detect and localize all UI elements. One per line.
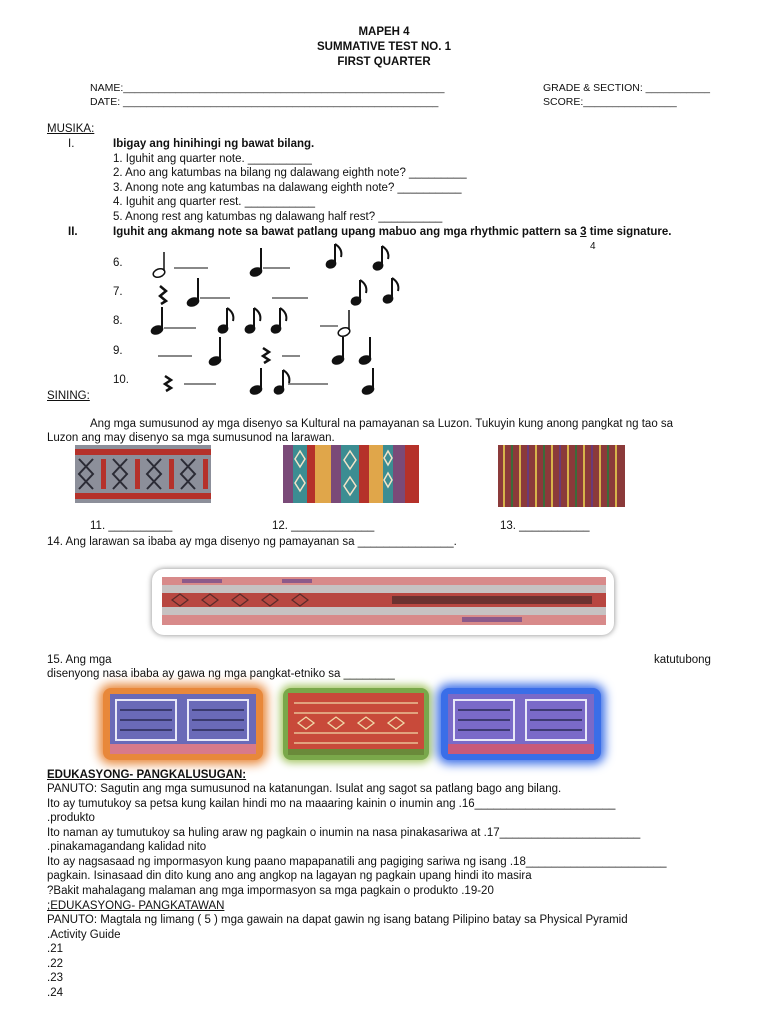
question-15-end: disenyong nasa ibaba ay gawa ng mga pangkat-etniko sa ________ [47, 668, 395, 680]
health-line-19-20: ?Bakit mahalagang malaman ang mga impormasyon sa mga pagkain o produkto .19-20 [47, 885, 494, 897]
question-4: 4. Iguhit ang quarter rest. ___________ [113, 196, 316, 208]
pe-activity-guide: .Activity Guide [47, 929, 121, 941]
musika-heading: MUSIKA: [47, 123, 95, 135]
score-field[interactable]: SCORE:________________ [543, 96, 677, 108]
pe-heading: ;EDUKASYONG- PANGKATAWAN [47, 900, 225, 912]
row6-notes [152, 244, 388, 279]
rhythm-item-7: 7. [113, 286, 123, 298]
time-signature-bottom: 4 [590, 241, 596, 252]
rhythm-item-6: 6. [113, 257, 123, 269]
name-field[interactable]: NAME:_______________________________________________________ [90, 82, 445, 94]
pe-instructions: PANUTO: Magtala ng limang ( 5 ) mga gawain na dapat gawin ng isang batang Pilipino batay sa Physical Pyramid [47, 914, 628, 926]
sining-intro-line2: Luzon ang may disenyo sa mga sumusunod na larawan. [47, 432, 335, 444]
luzon-fabric-design-2 [283, 445, 419, 503]
date-field[interactable]: DATE: ______________________________________________________ [90, 96, 439, 108]
health-line-16: Ito ay tumutukoy sa petsa kung kailan hindi mo na maaaring kainin o inumin ang .16______________________ [47, 798, 616, 810]
ethnic-design-2 [288, 693, 424, 755]
question-3: 3. Anong note ang katumbas na dalawang eighth note? __________ [113, 182, 462, 194]
part2-instruction: Iguhit ang akmang note sa bawat patlang upang mabuo ang mga rhythmic pattern sa 3 time signature. [113, 226, 672, 238]
row8-notes [150, 307, 351, 338]
pe-item-23: .23 [47, 972, 63, 984]
sining-heading: SINING: [47, 390, 90, 402]
question-15-word: katutubong [654, 654, 711, 666]
health-line-18: Ito ay nagsasaad ng impormasyon kung paano mapapanatili ang pagiging sariwa ng isang .18______________________ [47, 856, 667, 868]
row10-notes [165, 368, 375, 396]
test-number-title: SUMMATIVE TEST NO. 1 [317, 41, 451, 53]
part1-number: I. [68, 138, 75, 150]
row7-notes [160, 278, 398, 308]
sining-intro-line1: Ang mga sumusunod ay mga disenyo sa Kultural na pamayanan sa Luzon. Tukuyin kung anong pangkat ng tao sa [90, 418, 674, 430]
question-13[interactable]: 13. ___________ [500, 520, 590, 532]
test-subject-title: MAPEH 4 [358, 26, 410, 38]
question-12[interactable]: 12. _____________ [272, 520, 375, 532]
health-line-17: Ito naman ay tumutukoy sa huling araw ng pagkain o inumin na nasa pinakasariwa at .17______________________ [47, 827, 641, 839]
rhythm-patterns-notation [150, 240, 410, 400]
luzon-fabric-design-1 [75, 445, 211, 503]
time-signature-top: 3 [580, 226, 587, 238]
pe-item-21: .21 [47, 943, 63, 955]
health-heading: EDUKASYONG- PANGKALUSUGAN: [47, 769, 247, 781]
pe-item-24: .24 [47, 987, 63, 999]
luzon-fabric-design-3 [498, 445, 625, 507]
rhythm-item-8: 8. [113, 315, 123, 327]
pe-item-22: .22 [47, 958, 63, 970]
question-15-start: 15. Ang mga [47, 654, 112, 666]
health-line-18b: pagkain. Isinasaad din dito kung ano ang angkop na lagayan ng pagkain upang hindi ito masira [47, 870, 532, 882]
health-line-17b: .pinakamagandang kalidad nito [47, 841, 207, 853]
question-11[interactable]: 11. __________ [90, 520, 173, 532]
question-5: 5. Anong rest ang katumbas ng dalawang half rest? __________ [113, 211, 443, 223]
rhythm-item-10: 10. [113, 374, 129, 386]
question-14: 14. Ang larawan sa ibaba ay mga disenyo ng pamayanan sa _______________. [47, 536, 457, 548]
ethnic-design-1 [110, 694, 256, 754]
part2-number: II. [68, 226, 78, 238]
health-instructions: PANUTO: Sagutin ang mga sumusunod na katanungan. Isulat ang sagot sa patlang bago ang bilang. [47, 783, 562, 795]
rhythm-item-9: 9. [113, 345, 123, 357]
grade-section-field[interactable]: GRADE & SECTION: ___________ [543, 82, 710, 94]
quarter-title: FIRST QUARTER [337, 56, 431, 68]
pamayanan-fabric-design [162, 577, 606, 625]
ethnic-design-3 [448, 694, 594, 754]
question-1: 1. Iguhit ang quarter note. __________ [113, 153, 312, 165]
row9-notes [158, 337, 372, 367]
part1-instruction: Ibigay ang hinihingi ng bawat bilang. [113, 138, 315, 150]
health-line-16b: .produkto [47, 812, 95, 824]
question-2: 2. Ano ang katumbas na bilang ng dalawang eighth note? _________ [113, 167, 467, 179]
